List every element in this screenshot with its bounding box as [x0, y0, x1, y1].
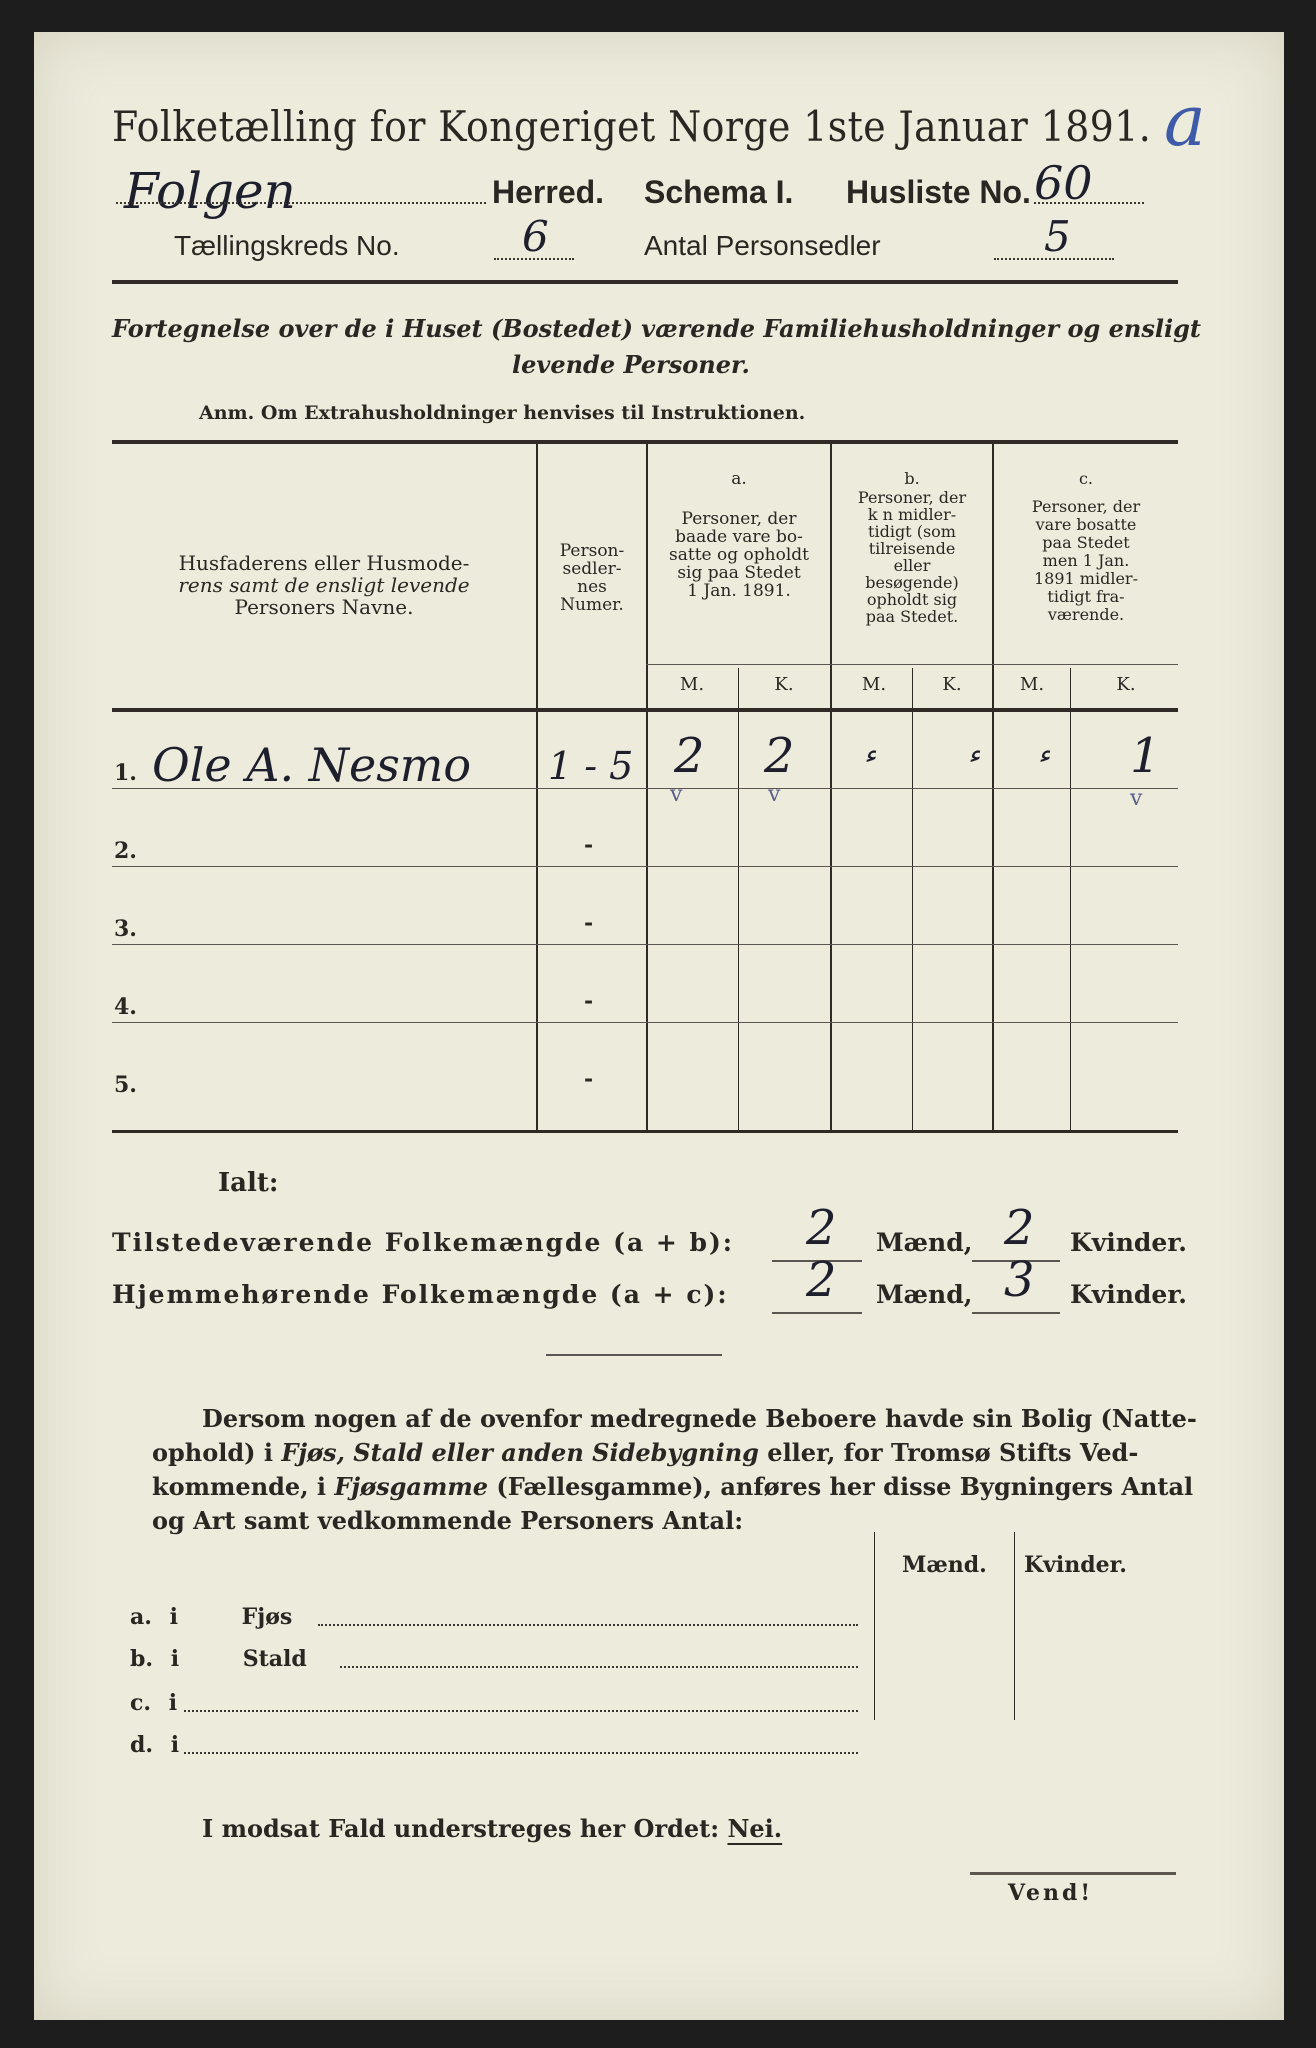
col-a-line-1: Personer, der [681, 509, 797, 529]
col-b-letter: b. [904, 469, 920, 488]
row-1-c-k: 1 [1130, 728, 1161, 784]
schema-label: Schema I. [644, 174, 794, 210]
row-1-c-k-checkmark: v [1130, 786, 1143, 811]
home-men-line [772, 1312, 862, 1314]
col-b-line-2: k n midler- [867, 505, 957, 524]
col-a-line-5: 1 Jan. 1891. [687, 581, 791, 601]
vend-label: Vend! [1008, 1880, 1094, 1906]
outbuilding-b-dots [340, 1666, 858, 1668]
husliste-dotted-line [1034, 202, 1144, 204]
otherwise-line [202, 1814, 782, 1843]
header-rule [112, 280, 1178, 284]
intro-line-2: levende Personer. [512, 350, 750, 379]
col-b-line-6: besøgende) [865, 573, 959, 592]
outbuilding-c-letter: c. [130, 1690, 152, 1716]
row-3-rule [112, 944, 1178, 945]
outbuilding-c-dots [184, 1710, 858, 1712]
col-header-numbers-line-2: sedler- [562, 559, 622, 579]
table-vline-b-mk [912, 668, 913, 1132]
row-3-person-numbers: - [584, 910, 594, 936]
outbuilding-b-prefix: i [170, 1646, 180, 1672]
personsedler-label: Antal Personsedler [644, 230, 881, 261]
row-5-person-numbers: - [584, 1066, 594, 1092]
outbuildings-para-line-1: Dersom nogen af de ovenfor medregnede Beboere havde sin Bolig (Natte- [202, 1404, 1197, 1433]
census-form-page [34, 32, 1284, 2020]
handwritten-title-mark: a [1164, 80, 1206, 162]
row-5-number: 5. [114, 1072, 137, 1098]
row-1-person-numbers: 1 - 5 [548, 744, 634, 788]
para-line-3-b: Fjøsgamme [334, 1472, 489, 1501]
b-m-header: M. [861, 674, 887, 695]
col-header-numbers-line-1: Person- [559, 541, 625, 561]
table-top-rule [112, 440, 1178, 444]
outbuildings-vline-2 [1014, 1532, 1015, 1720]
para-line-2-a: ophold) i [152, 1438, 282, 1467]
kreds-number: 6 [522, 212, 549, 261]
col-b-line-7: opholdt sig [866, 590, 958, 609]
row-1-a-m: 2 [674, 728, 705, 784]
col-b-line-5: eller [893, 556, 931, 575]
col-c-line-4: men 1 Jan. [1042, 551, 1130, 570]
outbuildings-para-line-3 [152, 1472, 1193, 1501]
outbuildings-vline-1 [874, 1532, 875, 1720]
para-line-3-a: kommende, i [152, 1472, 335, 1501]
col-c-letter: c. [1078, 469, 1094, 488]
col-header-names-line-3: Personers Navne. [234, 595, 414, 619]
col-c-line-2: vare bosatte [1035, 515, 1137, 534]
row-2-rule [112, 866, 1178, 867]
row-1-b-m: ء [864, 740, 877, 770]
outbuilding-d-dots [184, 1752, 858, 1754]
outbuildings-men-header: Mænd. [902, 1552, 987, 1578]
col-a-line-4: sig paa Stedet [677, 563, 801, 583]
kreds-dotted-line [494, 258, 574, 260]
c-k-header: K. [1116, 674, 1136, 695]
personsedler-dotted-line [994, 258, 1114, 260]
row-1-a-k-checkmark: v [768, 782, 781, 807]
husliste-number: 60 [1034, 156, 1093, 210]
husliste-label: Husliste No. [846, 174, 1031, 210]
outbuilding-row-d [130, 1732, 179, 1758]
b-k-header: K. [942, 674, 962, 695]
outbuilding-row-b [130, 1646, 307, 1672]
outbuilding-a-label: Fjøs [241, 1604, 293, 1630]
home-population-label: Hjemmehørende Folkemængde (a + c): [112, 1280, 729, 1309]
col-header-names-line-2: rens samt de ensligt levende [178, 573, 470, 597]
col-a-line-3: satte og opholdt [669, 545, 809, 565]
outbuildings-para-line-2 [152, 1438, 1138, 1467]
col-b-line-4: tilreisende [868, 539, 956, 558]
outbuilding-d-prefix: i [170, 1732, 180, 1758]
col-c-line-5: 1891 midler- [1034, 569, 1138, 588]
herred-label: Herred. [492, 174, 605, 210]
outbuilding-row-c [130, 1690, 177, 1716]
col-b-line-3: tidigt (som [868, 522, 956, 541]
col-header-numbers [539, 542, 645, 614]
col-a-line-2: baade vare bo- [675, 527, 803, 547]
row-1-a-k: 2 [764, 728, 795, 784]
home-women-word: Kvinder. [1070, 1280, 1187, 1309]
outbuilding-c-prefix: i [168, 1690, 178, 1716]
kreds-label: Tællingskreds No. [174, 230, 400, 261]
otherwise-label: I modsat Fald understreges her Ordet: [202, 1814, 720, 1843]
outbuilding-d-letter: d. [130, 1732, 154, 1758]
row-4-number: 4. [114, 994, 137, 1020]
col-header-a [648, 470, 830, 600]
a-k-header: K. [774, 674, 794, 695]
col-header-names-line-1: Husfaderens eller Husmode- [178, 551, 470, 575]
outbuilding-b-letter: b. [130, 1646, 154, 1672]
col-header-numbers-line-4: Numer. [560, 595, 624, 615]
para-line-2-b: Fjøs, Stald eller anden Sidebygning [281, 1438, 759, 1467]
col-header-b [832, 470, 992, 625]
home-women-value: 3 [1004, 1252, 1035, 1308]
col-b-line-8: paa Stedet. [865, 607, 959, 626]
col-header-c [994, 470, 1178, 624]
municipality-name: Folgen [124, 162, 296, 220]
intro-line-1: Fortegnelse over de i Huset (Bostedet) værende Familiehusholdninger og ensligt [112, 314, 1201, 343]
a-m-header: M. [679, 674, 705, 695]
para-line-2-c: eller, for Tromsø Stifts Ved- [758, 1438, 1139, 1467]
anm-note: Anm. Om Extrahusholdninger henvises til Instruktionen. [199, 402, 806, 424]
row-2-person-numbers: - [584, 832, 594, 858]
section-divider [546, 1354, 722, 1356]
row-4-rule [112, 1022, 1178, 1023]
row-1-name: Ole A. Nesmo [152, 738, 472, 792]
otherwise-word: Nei. [727, 1814, 783, 1843]
row-1-c-m: ء [1038, 740, 1051, 770]
row-1-a-m-checkmark: v [670, 782, 683, 807]
table-header-bottom-rule [112, 708, 1178, 712]
mk-subheader-rule [646, 664, 1178, 665]
outbuildings-para-line-4: og Art samt vedkommende Personers Antal: [152, 1506, 744, 1535]
table-vline-a-mk [738, 668, 739, 1132]
outbuilding-a-prefix: i [169, 1604, 178, 1630]
col-c-line-7: værende. [1047, 605, 1125, 624]
present-population-label: Tilstedeværende Folkemængde (a + b): [112, 1228, 735, 1257]
row-2-number: 2. [114, 838, 137, 864]
present-men-word: Mænd, [876, 1228, 973, 1257]
present-women-value: 2 [1004, 1200, 1035, 1256]
col-c-line-1: Personer, der [1031, 497, 1141, 516]
col-b-line-1: Personer, der [857, 488, 967, 507]
home-women-line [972, 1312, 1060, 1314]
c-m-header: M. [1019, 674, 1045, 695]
home-men-value: 2 [806, 1252, 837, 1308]
col-c-line-3: paa Stedet [1042, 533, 1130, 552]
row-1-b-k: ء [968, 740, 981, 770]
personsedler-number: 5 [1044, 212, 1071, 261]
col-c-line-6: tidigt fra- [1047, 587, 1125, 606]
municipality-dotted-line [116, 202, 486, 204]
outbuilding-b-label: Stald [242, 1646, 307, 1672]
row-4-person-numbers: - [584, 988, 594, 1014]
table-bottom-rule [112, 1130, 1178, 1133]
row-1-number: 1. [114, 760, 137, 786]
present-men-value: 2 [806, 1200, 837, 1256]
ialt-label: Ialt: [218, 1168, 279, 1198]
present-women-word: Kvinder. [1070, 1228, 1187, 1257]
outbuildings-women-header: Kvinder. [1024, 1552, 1127, 1578]
col-header-names [124, 552, 524, 618]
home-men-word: Mænd, [876, 1280, 973, 1309]
vend-rule [970, 1872, 1176, 1875]
outbuilding-a-dots [318, 1624, 858, 1626]
col-a-letter: a. [731, 469, 747, 489]
col-header-numbers-line-3: nes [577, 577, 607, 597]
para-line-3-c: (Fællesgamme), anføres her disse Bygningers Antal [488, 1472, 1194, 1501]
table-vline-c-mk [1070, 668, 1071, 1132]
outbuilding-row-a [130, 1604, 292, 1630]
form-title: Folketælling for Kongeriget Norge 1ste Januar 1891. [112, 102, 1152, 151]
outbuilding-a-letter: a. [130, 1604, 152, 1630]
row-3-number: 3. [114, 916, 137, 942]
